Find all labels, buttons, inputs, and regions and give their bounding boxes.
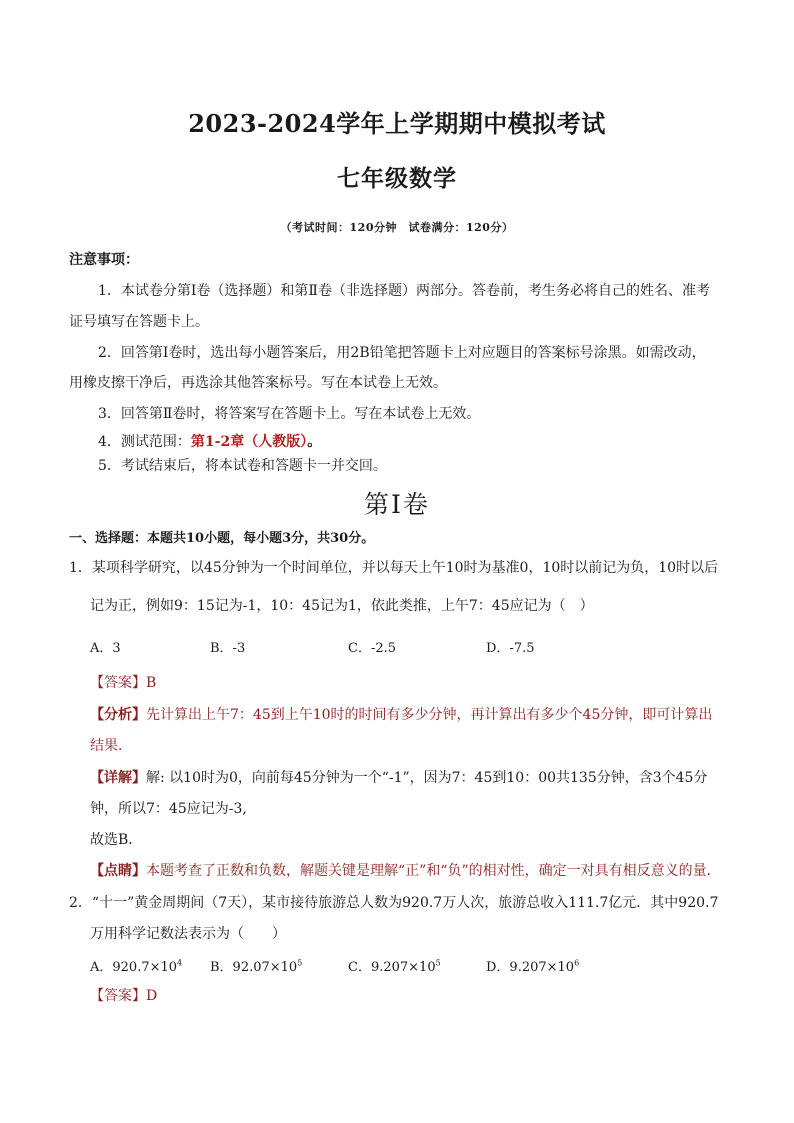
q2-option-b: B．$92.07\times 10^5$ (210, 958, 303, 975)
notes-item-3: 3．回答第Ⅱ卷时，将答案写在答题卡上。写在本试卷上无效。 (98, 406, 481, 422)
q1-detail-line-1 (90, 768, 707, 788)
notes-item-2-line-2: 用橡皮擦干净后，再选涂其他答案标号。写在本试卷上无效。 (69, 375, 447, 391)
q1-analysis-tag: 【分析】 (90, 707, 146, 723)
q1-option-a: A．3 (90, 641, 121, 656)
notes-item-4 (98, 432, 321, 452)
q1-analysis-line-1 (90, 705, 712, 725)
q1-detail-line-3: 故选B． (90, 832, 143, 848)
q1-detail-tag: 【详解】 (90, 770, 146, 786)
q2-option-d: D．$9.207\times 10^6$ (486, 958, 580, 975)
notes-heading: 注意事项： (69, 252, 139, 268)
q1-comment-text: 本题考查了正数和负数，解题关键是理解“正”和“负”的相对性，确定一对具有相反意义的量． (146, 863, 721, 879)
exam-subtitle: 七年级数学 (337, 165, 457, 192)
q1-detail-line-2: 钟，所以7：45应记为-3, (90, 801, 247, 817)
q1-analysis-line-2: 结果． (90, 738, 132, 754)
q1-option-d: D．-7.5 (486, 641, 535, 656)
exam-time-info: （考试时间：120分钟 试卷满分：120分） (280, 221, 514, 234)
q2-stem-line-2: 万用科学记数法表示为（ ） (90, 926, 286, 942)
q1-answer: 【答案】B (90, 675, 157, 691)
notes-item-4-suffix: 。 (307, 434, 322, 450)
q1-detail-text: 解: 以10时为0，向前每45分钟为一个“-1”，因为7：45到10：00共135分钟，含3个45分 (146, 770, 708, 786)
notes-item-5: 5．考试结束后，将本试卷和答题卡一并交回。 (98, 458, 387, 474)
q1-comment (90, 861, 721, 881)
q1-comment-tag: 【点睛】 (90, 863, 146, 879)
notes-item-1-line-2: 证号填写在答题卡上。 (69, 314, 209, 330)
q1-stem-line-1: 1．某项科学研究，以45分钟为一个时间单位，并以每天上午10时为基准0，10时以前记为负，10时以后 (69, 560, 719, 576)
q1-stem-line-2: 记为正，例如9：15记为-1，10：45记为1，依此类推，上午7：45应记为（ ） (90, 598, 594, 614)
test-scope: 第1-2章（人教版） (190, 434, 308, 450)
notes-item-2-line-1: 2．回答第Ⅰ卷时，选出每小题答案后，用2B铅笔把答题卡上对应题目的答案标号涂黑。如需改动， (98, 345, 706, 361)
notes-item-4-prefix: 4．测试范围： (98, 434, 191, 450)
part1-heading: 一、选择题：本题共10小题，每小题3分，共30分。 (69, 531, 375, 546)
q1-option-c: C．-2.5 (348, 641, 397, 656)
section-title: 第Ⅰ卷 (364, 490, 430, 519)
q2-option-a: A．$920.7\times 10^4$ (90, 958, 183, 975)
q1-analysis-text: 先计算出上午7：45到上午10时的时间有多少分钟，再计算出有多少个45分钟，即可计算出 (146, 707, 713, 723)
q1-option-b: B．-3 (210, 641, 246, 656)
q2-option-c: C．$9.207\times 10^5$ (348, 958, 441, 975)
notes-item-1-line-1: 1．本试卷分第Ⅰ卷（选择题）和第Ⅱ卷（非选择题）两部分。答卷前，考生务必将自己的姓名、准考 (98, 283, 710, 299)
q2-answer: 【答案】D (90, 988, 158, 1004)
q2-stem-line-1: 2．“十一”黄金周期间（7天），某市接待旅游总人数为920.7万人次，旅游总收入111.7亿元．其中920.7 (69, 895, 719, 911)
exam-title: 2023-2024学年上学期期中模拟考试 (188, 109, 606, 138)
